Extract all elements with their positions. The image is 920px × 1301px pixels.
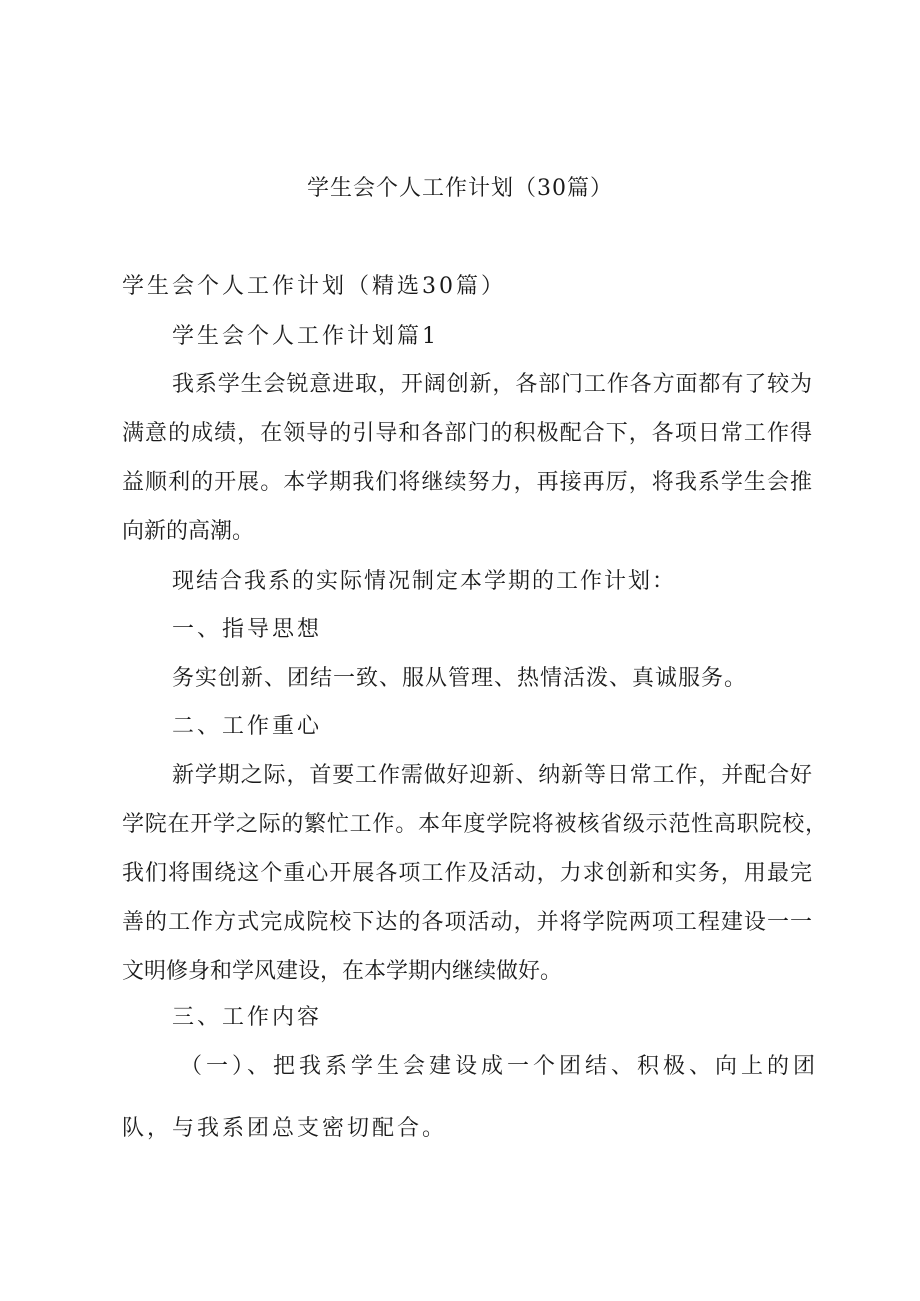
- paragraph-line: 我系学生会锐意进取，开阔创新，各部门工作各方面都有了较为: [172, 372, 812, 397]
- paragraph-line: 学院在开学之际的繁忙工作。本年度学院将被核省级示范性高职院校，: [122, 812, 827, 837]
- section-heading: 学生会个人工作计划篇1: [172, 324, 439, 349]
- heading-work-focus: 二、工作重心: [172, 714, 323, 739]
- heading-work-content: 三、工作内容: [172, 1005, 323, 1030]
- document-subtitle: 学生会个人工作计划（精选30篇）: [122, 274, 506, 299]
- document-title: 学生会个人工作计划（30篇）: [307, 176, 613, 201]
- paragraph-line: 向新的高潮。: [122, 519, 255, 544]
- paragraph-line: 务实创新、团结一致、服从管理、热情活泼、真诚服务。: [172, 666, 748, 691]
- heading-guiding-thought: 一、指导思想: [172, 617, 323, 642]
- paragraph-line: 文明修身和学风建设，在本学期内继续做好。: [122, 959, 563, 984]
- paragraph-line: 现结合我系的实际情况制定本学期的工作计划：: [172, 569, 677, 594]
- paragraph-line: 新学期之际，首要工作需做好迎新、纳新等日常工作，并配合好: [172, 763, 812, 788]
- paragraph-line: 我们将围绕这个重心开展各项工作及活动，力求创新和实务，用最完: [122, 861, 812, 886]
- list-item-line: 队，与我系团总支密切配合。: [122, 1116, 448, 1141]
- paragraph-line: 满意的成绩，在领导的引导和各部门的积极配合下，各项日常工作得: [122, 421, 812, 446]
- paragraph-line: 益顺利的开展。本学期我们将继续努力，再接再厉，将我系学生会推: [122, 470, 812, 495]
- list-item-line: （一）、把我系学生会建设成一个团结、积极、向上的团: [180, 1054, 820, 1079]
- paragraph-line: 善的工作方式完成院校下达的各项活动，并将学院两项工程建设一一: [122, 910, 812, 935]
